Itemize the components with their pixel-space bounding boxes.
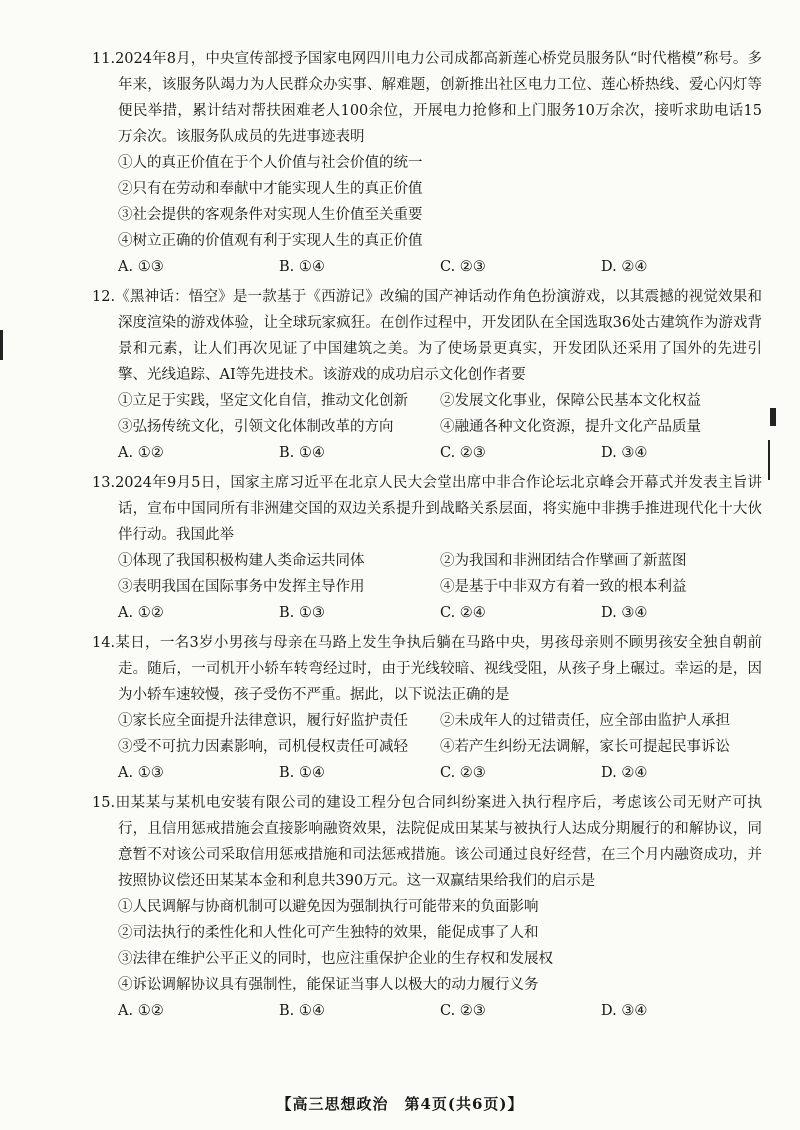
question-15 xyxy=(92,790,762,1024)
answer-c[interactable]: C. ②③ xyxy=(440,259,486,275)
question-11 xyxy=(92,46,762,280)
option-row xyxy=(92,548,762,574)
option-4: ④融通各种文化资源，提升文化产品质量 xyxy=(440,419,701,435)
answer-a[interactable]: A. ①③ xyxy=(118,765,164,781)
answer-a[interactable]: A. ①③ xyxy=(118,259,164,275)
answer-d[interactable]: D. ③④ xyxy=(601,445,648,461)
option-3: ③社会提供的客观条件对实现人生价值至关重要 xyxy=(118,207,423,223)
answer-c[interactable]: C. ②③ xyxy=(440,445,486,461)
answer-d[interactable]: D. ②④ xyxy=(601,765,648,781)
option-2: ②未成年人的过错责任，应全部由监护人承担 xyxy=(440,713,730,729)
question-stem: 13.2024年9月5日，国家主席习近平在北京人民大会堂出席中非合作论坛北京峰会开幕式并发表主旨讲话，宣布中国同所有非洲建交国的双边关系提升到战略关系层面，将实施中非携手推进现代化十大伙伴行动。我国此举 xyxy=(92,475,762,543)
answer-a[interactable]: A. ①② xyxy=(118,445,164,461)
answer-c[interactable]: C. ②③ xyxy=(440,1003,486,1019)
answer-a[interactable]: A. ①② xyxy=(118,1003,164,1019)
option-4: ④是基于中非双方有着一致的根本利益 xyxy=(440,579,687,595)
page-footer: 【高三思想政治 第4页(共6页)】 xyxy=(276,1095,524,1113)
answer-c[interactable]: C. ②③ xyxy=(440,765,486,781)
question-stem: 14.某日，一名3岁小男孩与母亲在马路上发生争执后躺在马路中央，男孩母亲则不顾男孩安全独自朝前走。随后，一司机开小轿车转弯经过时，由于光线较暗、视线受阻，从孩子身上碾过。幸运的是，因为小轿车速较慢，孩子受伤不严重。据此，以下说法正确的是 xyxy=(92,635,762,703)
answer-b[interactable]: B. ①④ xyxy=(279,1003,325,1019)
option-2: ②司法执行的柔性化和人性化可产生独特的效果，能促成事了人和 xyxy=(118,925,539,941)
option-row xyxy=(92,388,762,414)
option-1: ①立足于实践，坚定文化自信，推动文化创新 xyxy=(118,393,408,409)
option-4: ④树立正确的价值观有利于实现人生的真正价值 xyxy=(118,233,423,249)
answer-c[interactable]: C. ②④ xyxy=(440,605,486,621)
option-row xyxy=(92,734,762,760)
answer-d[interactable]: D. ②④ xyxy=(601,259,648,275)
option-1: ①体现了我国积极构建人类命运共同体 xyxy=(118,553,365,569)
answer-choices xyxy=(92,600,762,626)
question-14 xyxy=(92,630,762,786)
answer-b[interactable]: B. ①④ xyxy=(279,445,325,461)
option-1: ①人的真正价值在于个人价值与社会价值的统一 xyxy=(118,155,423,171)
option-1: ①人民调解与协商机制可以避免因为强制执行可能带来的负面影响 xyxy=(118,899,539,915)
option-3: ③弘扬传统文化，引领文化体制改革的方向 xyxy=(118,419,394,435)
question-stem: 15.田某某与某机电安装有限公司的建设工程分包合同纠纷案进入执行程序后，考虑该公司无财产可执行，且信用惩戒措施会直接影响融资效果，法院促成田某某与被执行人达成分期履行的和解协议，同意暂不对该公司采取信用惩戒措施和司法惩戒措施。该公司通过良好经营，在三个月内融资成功，并按照协议偿还田某某本金和利息共390万元。这一双赢结果给我们的启示是 xyxy=(92,795,762,889)
answer-d[interactable]: D. ③④ xyxy=(601,605,648,621)
question-13 xyxy=(92,470,762,626)
answer-choices xyxy=(92,440,762,466)
answer-choices xyxy=(92,760,762,786)
option-3: ③法律在维护公平正义的同时，也应注重保护企业的生存权和发展权 xyxy=(118,951,553,967)
option-4: ④诉讼调解协议具有强制性，能保证当事人以极大的动力履行义务 xyxy=(118,977,539,993)
answer-a[interactable]: A. ①② xyxy=(118,605,164,621)
option-3: ③受不可抗力因素影响，司机侵权责任可减轻 xyxy=(118,739,408,755)
option-3: ③表明我国在国际事务中发挥主导作用 xyxy=(118,579,365,595)
answer-choices xyxy=(92,998,762,1024)
scan-mark-right-line xyxy=(768,440,770,480)
option-row xyxy=(92,414,762,440)
answer-b[interactable]: B. ①④ xyxy=(279,259,325,275)
answer-b[interactable]: B. ①④ xyxy=(279,765,325,781)
answer-choices xyxy=(92,254,762,280)
answer-b[interactable]: B. ①③ xyxy=(279,605,325,621)
option-row xyxy=(92,574,762,600)
answer-d[interactable]: D. ③④ xyxy=(601,1003,648,1019)
option-4: ④若产生纠纷无法调解，家长可提起民事诉讼 xyxy=(440,739,730,755)
question-12 xyxy=(92,284,762,466)
question-stem: 11.2024年8月，中央宣传部授予国家电网四川电力公司成都高新莲心桥党员服务队“时代楷模”称号。多年来，该服务队竭力为人民群众办实事、解难题，创新推出社区电力工位、莲心桥热线、爱心闪灯等便民举措，累计结对帮扶困难老人100余位，开展电力抢修和上门服务10万余次，接听求助电话15万余次。该服务队成员的先进事迹表明 xyxy=(92,51,762,145)
option-row xyxy=(92,708,762,734)
scan-mark-right xyxy=(770,408,776,426)
option-2: ②只有在劳动和奉献中才能实现人生的真正价值 xyxy=(118,181,423,197)
option-1: ①家长应全面提升法律意识，履行好监护责任 xyxy=(118,713,408,729)
scan-mark-left xyxy=(0,330,3,360)
option-2: ②为我国和非洲团结合作擘画了新蓝图 xyxy=(440,553,687,569)
question-stem: 12.《黑神话：悟空》是一款基于《西游记》改编的国产神话动作角色扮演游戏，以其震撼的视觉效果和深度渲染的游戏体验，让全球玩家疯狂。在创作过程中，开发团队在全国选取36处古建筑作为游戏背景和元素，让人们再次见证了中国建筑之美。为了使场景更真实，开发团队还采用了国外的先进引擎、光线追踪、AI等先进技术。该游戏的成功启示文化创作者要 xyxy=(92,289,762,383)
exam-page xyxy=(92,46,762,1028)
option-2: ②发展文化事业，保障公民基本文化权益 xyxy=(440,393,701,409)
